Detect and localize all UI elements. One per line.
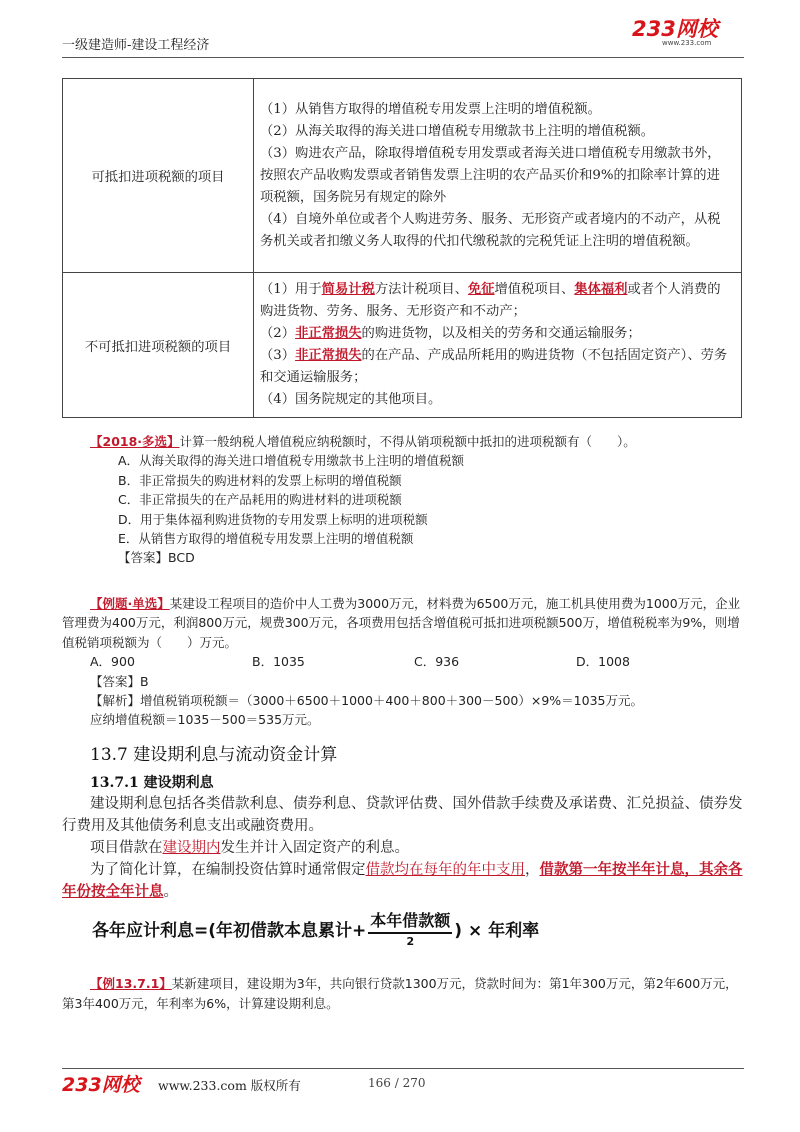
list-item: （4）自境外单位或者个人购进劳务、服务、无形资产或者境内的不动产，从税务机关或者扣缴义务人取得的代扣代缴税款的完税凭证上注明的增值税额。 [260,211,721,249]
option-c: C．非正常损失的在产品耗用的购进材料的进项税额 [118,492,402,508]
formula-left: 各年应计利息=(年初借款本息累计+ [92,920,367,941]
question-tag: 【例13.7.1】 [90,976,172,991]
question-2018-multiple [90,432,745,568]
formula-right: ) × 年利率 [454,920,540,941]
option-a: A．900 [90,654,135,670]
answer: 【答案】B [90,673,149,689]
list-item: （3）购进农产品，除取得增值税专用发票或者海关进口增值税专用缴款书外，按照农产品收购发票或者销售发票上注明的农产品买价和9%的扣除率计算的进项税额，国务院另有规定的除外 [260,145,721,205]
list-item: （2）非正常损失的购进货物，以及相关的劳务和交通运输服务； [260,326,641,341]
paragraph: 项目借款在建设期内发生并计入固定资产的利息。 [90,840,409,856]
analysis-continued: 应纳增值税额＝1035－500＝535万元。 [90,712,320,728]
formula-fraction [368,908,452,948]
footer-logo[interactable]: 233网校 [62,1074,140,1096]
logo-url: www.233.com [662,39,712,47]
analysis: 【解析】增值税销项税额＝（3000＋6500＋1000＋400＋800＋300－500）×9%＝1035万元。 [90,693,643,709]
fraction-bar [368,932,452,934]
option-list [90,451,745,567]
formula-denominator: 2 [406,935,415,948]
highlight-mid-year: 借款均在每年的年中支用 [365,862,525,878]
option-row [62,652,746,671]
page-number: 166 / 270 [368,1076,426,1090]
paragraph: 建设期利息包括各类借款利息、债券利息、贷款评估费、国外借款手续费及承诺费、汇兑损益、债券发行费用及其他债务利息支出或融资费用。 [62,796,743,834]
option-b: B．1035 [252,654,305,670]
footer-divider [62,1068,744,1069]
option-d: D．用于集体福利购进货物的专用发票上标明的进项税额 [118,511,428,527]
highlight-abnormal-loss: 非正常损失 [295,326,362,341]
logo-text: 233网校 [632,17,718,41]
question-example-single [62,594,746,730]
highlight-abnormal-loss: 非正常损失 [295,348,362,363]
list-item: （1）从销售方取得的增值税专用发票上注明的增值税额。 [260,101,601,117]
paragraph: 为了简化计算，在编制投资估算时通常假定借款均在每年的年中支用，借款第一年按半年计息，其余各年份按全年计息。 [62,861,743,900]
row-content [254,79,742,273]
brand-logo[interactable] [632,18,746,58]
question-stem: 【2018·多选】计算一般纳税人增值税应纳税额时，不得从销项税额中抵扣的进项税额有（ ）。 [90,434,636,449]
option-c: C．936 [414,654,460,670]
option-e: E．从销售方取得的增值税专用发票上注明的增值税额 [118,531,414,547]
interest-formula [92,908,539,948]
section-title: 13.7 建设期利息与流动资金计算 [90,745,338,765]
table-row [63,273,742,418]
question-example-13-7-1 [62,974,746,1014]
footer-copyright: www.233.com 版权所有 [158,1078,301,1093]
highlight-construction-period: 建设期内 [162,840,221,856]
input-tax-table [62,78,742,418]
header-divider [62,57,744,58]
row-content [254,273,742,418]
question-tag: 【2018·多选】 [90,434,180,449]
subsection-title: 13.7.1 建设期利息 [90,775,214,791]
highlight-exempt: 免征 [467,282,495,297]
list-item: （3）非正常损失的在产品、产成品所耗用的购进货物（不包括固定资产）、劳务和交通运输服务； [260,348,728,385]
list-item: （2）从海关取得的海关进口增值税专用缴款书上注明的增值税额。 [260,123,655,139]
option-a: A．从海关取得的海关进口增值税专用缴款书上注明的增值税额 [118,453,465,469]
header-title: 一级建造师-建设工程经济 [62,38,210,53]
question-tag: 【例题·单选】 [90,596,170,611]
option-d: D．1008 [576,654,630,670]
list-item: （4）国务院规定的其他项目。 [260,392,442,407]
row-label: 不可抵扣进项税额的项目 [63,273,254,418]
highlight-welfare: 集体福利 [574,282,628,297]
highlight-simple-tax: 简易计税 [321,282,375,297]
option-b: B．非正常损失的购进材料的发票上标明的增值税额 [118,472,402,488]
question-stem: 【例题·单选】某建设工程项目的造价中人工费为3000万元，材料费为6500万元，施工机具使用费为1000万元，企业管理费为400万元，利润800万元，规费300万元，各项费用包括含增值税可抵扣进项税额500万，增值税税率为9%，则增值税销项税额为（ ）万元。 [62,596,741,650]
highlight-half-year-rule: 借款第一年按半年计息，其余各年份按全年计息 [62,861,743,900]
formula-numerator: 本年借款额 [370,911,451,930]
answer: 【答案】BCD [118,550,195,566]
question-stem: 【例13.7.1】某新建项目，建设期为3年，共向银行贷款1300万元，贷款时间为：第1年300万元，第2年600万元，第3年400万元，年利率为6%，计算建设期利息。 [62,976,738,1011]
row-label: 可抵扣进项税额的项目 [63,79,254,273]
table-row [63,79,742,273]
list-item: （1）用于简易计税方法计税项目、免征增值税项目、集体福利或者个人消费的购进货物、劳务、服务、无形资产和不动产； [260,282,721,319]
